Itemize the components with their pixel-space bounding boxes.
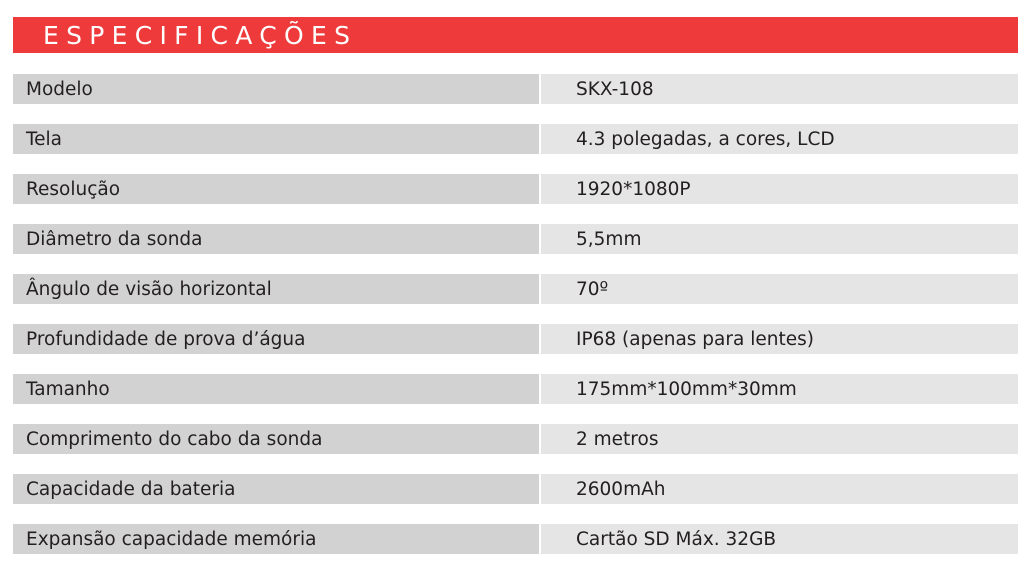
spec-row-viewing-angle	[13, 274, 1018, 304]
spec-row-resolution	[13, 174, 1018, 204]
spec-value-cell	[541, 224, 1018, 254]
spec-label: Expansão capacidade memória	[26, 529, 317, 550]
spec-row-cable-length	[13, 424, 1018, 454]
spec-label-cell	[13, 124, 539, 154]
spec-row-memory-expansion	[13, 524, 1018, 554]
spec-label-cell	[13, 274, 539, 304]
spec-row-probe-diameter	[13, 224, 1018, 254]
spec-value-cell	[541, 524, 1018, 554]
spec-label: Capacidade da bateria	[26, 479, 236, 500]
spec-label-cell	[13, 224, 539, 254]
spec-label: Comprimento do cabo da sonda	[26, 429, 323, 450]
spec-label-cell	[13, 424, 539, 454]
spec-value-cell	[541, 324, 1018, 354]
spec-label: Tela	[26, 129, 63, 150]
spec-value-cell	[541, 274, 1018, 304]
spec-row-battery-capacity	[13, 474, 1018, 504]
spec-value: 4.3 polegadas, a cores, LCD	[576, 129, 835, 150]
spec-value-cell	[541, 374, 1018, 404]
spec-label: Resolução	[26, 179, 121, 200]
spec-label-cell	[13, 324, 539, 354]
spec-label: Diâmetro da sonda	[26, 229, 203, 250]
spec-label: Profundidade de prova d’água	[26, 329, 306, 350]
spec-value: 2 metros	[576, 429, 659, 450]
spec-value: 1920*1080P	[576, 179, 691, 200]
spec-label: Modelo	[26, 79, 93, 100]
spec-value: 2600mAh	[576, 479, 666, 500]
spec-value-cell	[541, 124, 1018, 154]
spec-value: 70º	[576, 279, 609, 300]
spec-label: Ângulo de visão horizontal	[26, 279, 272, 300]
spec-value: 175mm*100mm*30mm	[576, 379, 797, 400]
spec-label-cell	[13, 474, 539, 504]
spec-label-cell	[13, 524, 539, 554]
spec-value: SKX-108	[576, 79, 654, 100]
spec-row-screen	[13, 124, 1018, 154]
specifications-header	[13, 17, 1018, 53]
spec-label-cell	[13, 174, 539, 204]
spec-value-cell	[541, 474, 1018, 504]
spec-row-waterproof-depth	[13, 324, 1018, 354]
spec-row-size	[13, 374, 1018, 404]
spec-row-model	[13, 74, 1018, 104]
spec-label-cell	[13, 374, 539, 404]
spec-value-cell	[541, 424, 1018, 454]
spec-value: Cartão SD Máx. 32GB	[576, 529, 777, 550]
spec-value-cell	[541, 74, 1018, 104]
spec-label: Tamanho	[26, 379, 110, 400]
spec-value-cell	[541, 174, 1018, 204]
spec-value: IP68 (apenas para lentes)	[576, 329, 814, 350]
spec-label-cell	[13, 74, 539, 104]
specifications-title: ESPECIFICAÇÕES	[43, 21, 358, 50]
spec-value: 5,5mm	[576, 229, 642, 250]
